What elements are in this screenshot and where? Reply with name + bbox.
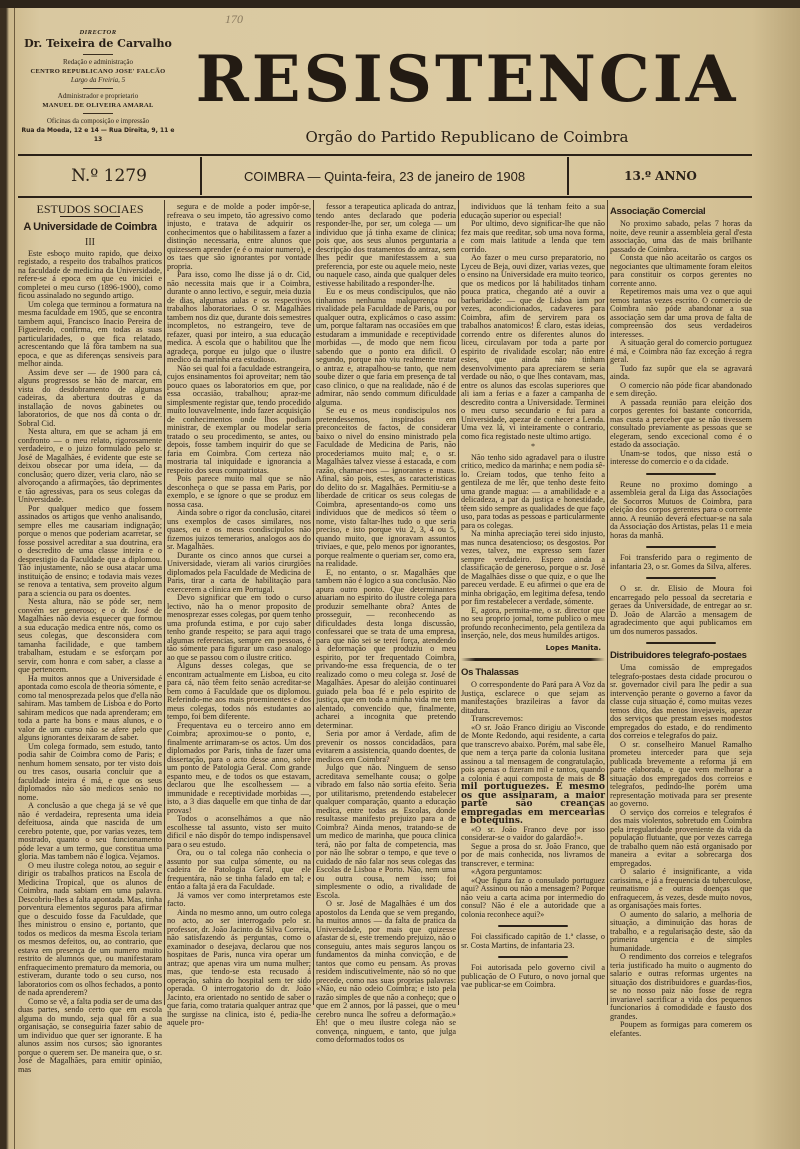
article-paragraph: segura e de molde a poder impôr-se, refreava o seu impeto, tão agressivo como injusto, e tratava de adquirir os conhecimentos que o habilitassem a fazer a distinção necessaria, entre alunos que quizessem aprender (e é o maior numero), e os taes que são ignorantes por vontade propria.	[167, 202, 311, 271]
article-paragraph: O sr. José de Magalhães é um dos apostolos da Lenda que se vem pregando, ha muitos annos — da falta de pratica da Universidade, por mais que quizesse afastar de si, este tremendo prejuizo, não o conseguiu, antes mais seguros lançou os fundamentos da minha convicção, e de tantos que como eu pensam. As provas residem indiscutivelmente, não só no que precede, como nas suas proprias palavras: «Não, eu não odeio Coimbra; e isto pela razão simples de que não a conheço; que o que em 2 annos, por lá passei, que o meu cerebro nunca lhe sofreu a deformação.» Eh! que o meu ilustre colega não se convença, ninguem, e tanto, que julga como deformados todos os	[316, 899, 456, 1044]
column-divider	[313, 200, 314, 1005]
article-paragraph: «O sr. João Franco deve por isso considerar-se o vaidor do galardão!».	[461, 824, 605, 842]
scan-top-edge	[0, 0, 800, 8]
article-paragraph: A situação geral do comercio portuguez é má, e Coimbra não faz exceção á regra geral.	[610, 338, 752, 364]
redacao-label: Redação e administração	[63, 58, 133, 66]
article-paragraph: Transcrevemos:	[471, 714, 523, 723]
divider	[83, 113, 113, 114]
column-5	[610, 203, 752, 1038]
column-2	[167, 203, 311, 1028]
column-4	[461, 203, 605, 990]
article-paragraph: Foi autorisada pelo governo civil a publicação de O Futuro, o novo jornal que vae publicar-se em Coimbra.	[461, 963, 605, 989]
article-paragraph: «Que figura faz o consulado portuguez aqui? Assinou ou não a mensagem? Porque não veiu a carta acima por intermedio do consul? Não é ele a autoridade que a colonia reconhece aqui?»	[461, 875, 605, 919]
separator-rule	[498, 925, 568, 927]
issue-number: N.º 1279	[18, 157, 202, 195]
divider	[83, 54, 113, 55]
article-paragraph: Se eu e os meus condiscipulos nos pretendessemos, inspirados em preconceitos de factos, de considerar baixo o nivel do ensino ministrado pela Faculdade de Medicina de Paris, não procederiamos muito mal; e, o sr. Magalhães talvez viesse á estacada, e com razão, chamar-nos — ignorantes e maus. Afinal, são pois, estes, as caracteristicas do delito do sr. Magalhães. Permitiu-se a liberdade de criticar os seus colegas de Coimbra, apresentando-os como uns individuos que de medicos só têem o nome, visto faltar-lhes tudo o que seria preciso, e isto porque viu 2, 3, 4 ou 5, quando muito, que ignoravam assuntos triviaes, e que, pelo menos por ignorantes, porque realmente o queriam ser, como era, na realidade.	[316, 406, 456, 568]
separator-rule	[498, 956, 568, 958]
article-paragraph: Um colega formado, sem estudo, tanto podia sahir de Coimbra como de Paris; e nenhum homem sensato, por ter visto dois ou tres casos, ousaria concluir que a faculdade inteira é má, e que os seus diplomados não são medicos senão no nome.	[18, 741, 162, 802]
separator-rule	[646, 546, 716, 548]
column-divider	[164, 200, 165, 1005]
article-paragraph: E, agora, permita-me, o sr. director que no seu proprio jornal, torne publico o meu profundo reconhecimento, pela gentileza da inserção, nele, dos meus humildes artigos.	[461, 605, 605, 640]
dateline-bar	[18, 157, 752, 195]
article-paragraph: No proximo sabado, pelas 7 horas da noite, deve reunir a assembleia geral d'esta associação, uma das de mais brilhante passado de Coimbra.	[610, 219, 752, 254]
article-paragraph: A conclusão a que chega já se vê que não é verdadeira, representa uma ideia defeituosa, ainda que nascida de um cerebro potente, que, por varias vezes, tem mostrado, quanto o seu funcionamento póde levar a um termo, que constitua uma gloria. Mas tambem não é logica. Vejamos.	[18, 801, 162, 861]
article-paragraph: E, no entanto, o sr. Magalhães que tambem não é logico a sua conclusão. Não apura outro ponto. Que determinantes atuariam no espirito do ilustre colega para produzir semelhante obra? Antes de prosseguir, — reconhecendo as dificuldades desta longa discussão, confessarei que se trata de uma empresa, para que não sei se terei força, atendendo á deformação que produziu o meu espirito, por ter frequentado Coimbra, privando-me essa frequencia, de o ter realizado como o meu colega sr. José de Magalhães. Apesar do aleijão continuarei guiado pela boa fé e pelo espirito de justiça, que em toda a minha vida me tem alentado, convencido que, finalmente, acharei a incognita que pretendo determinar.	[316, 567, 456, 730]
officinas-label: Oficinas da composição e impressão	[46, 117, 150, 125]
article-paragraph: Pois parece muito mal que se não desconheça o que se passa em Paris, por exemplo, e se ignore o que se produz em nossa casa.	[167, 474, 311, 509]
article-paragraph	[461, 724, 605, 826]
article-heading: Os Thalassas	[461, 667, 519, 678]
article-paragraph: Durante os cinco annos que cursei a Universidade, vieram ali varios cirurgiões diplomados pela Faculdade de Medicina de Paris, tirar a carta de habilitação para exercerem a clinica em Portugal.	[167, 550, 311, 594]
article-paragraph: Foi transferido para o regimento de infantaria 23, o sr. Gomes da Silva, alferes.	[610, 553, 752, 571]
separator-rule	[646, 473, 716, 475]
article-paragraph: Nesta altura, em que se acham já em confronto — o meu relato, rigorosamente verdadeiro, e o juizo formulado pelo sr. José de Magalhães, é evidente que este se deixou obsecar por uma ideia, — da conclusão; quero dizer, veria claro, não se alvoroçando a afirmações, tão deprimentes e tão agressivas, para os seus colegas da Universidade.	[18, 427, 162, 504]
issue-date: COIMBRA — Quinta-feira, 23 de janeiro de 1908	[202, 157, 569, 195]
director-label: DIRECTOR	[79, 29, 117, 36]
article-paragraph: O comercio não póde ficar abandonado e sem direção.	[610, 380, 752, 398]
article-paragraph: O sr. dr. Elisio de Moura foi encarregado pelo pessoal da secretaria e geraes da Universidade, de entregar ao sr. D. João de Alarcão a mensagem de agradecimento que aqui publicamos em um dos numeros passados.	[610, 584, 752, 636]
director-name: Dr. Teixeira de Carvalho	[24, 37, 172, 50]
separator-rule	[646, 642, 716, 644]
column-divider	[607, 200, 608, 1005]
section-break: *	[530, 442, 536, 451]
article-paragraph: individuos que lá tenham feito a sua educação superior ou especial!	[461, 202, 605, 220]
redacao-place: CENTRO REPUBLICANO JOSE' FALCÃO	[30, 68, 166, 75]
article-paragraph: Devo significar que em todo o curso lectivo, não ha o menor proposito de menosprezar esses colegas, por quem tenho uma profunda estima, e por cujo saber tenho grande respeito; se para aqui trago algumas referencias, sempre em pessoas, é tão sómente para figurar um caso analogo ao que se passou com o ilustre critico.	[167, 593, 311, 662]
divider	[83, 88, 113, 89]
article-paragraph: «Agora perguntamos:	[471, 867, 543, 876]
article-paragraph: Ao fazer o meu curso preparatorio, no Lyceu de Beja, ouvi dizer, varias vezes, que o ensino na Universidade era muito teorico, que os medicos por lá habilitados tinham pouca pratica, chegando até a ouvir a barbaridade: — que de Lisboa iam por vezes, acondicionados, cadaveres para Coimbra, afim de servirem para os trabalhos anatomicos! É claro, estas ideias, correndo entre os diferentes alunos do liceu, circulavam por toda a parte por espirito de rivalidade escolar; não entre estes, que ainda não tinham desenvolvimento para apreciarem se seria verdade ou não, o que lhes contavam, mas, entre os alunos das escolas superiores que ali iam a ferias e a fazer a campanha de descredito contra a Universidade. Terminei o meu curso secundario e fui para a Universidade, apezar de conhecer a Lenda. Uma vez lá, vi inteiramente o contrario, como fica registado neste ultimo artigo.	[461, 253, 605, 441]
column-3	[316, 203, 456, 1045]
page-border	[14, 8, 15, 1149]
article-paragraph: Foi classificado capitão de 1.ª classe, o sr. Costa Martins, de infantaria 23.	[461, 932, 605, 950]
admin-name: MANUEL DE OLIVEIRA AMARAL	[42, 102, 154, 109]
article-paragraph: O serviço dos correios e telegrafos é dos mais violentos, sobretudo em Coimbra pela irregularidade proveniente da vida da população flutuante, que por vezes carrega de trabalho quem não está organisado por maneira a evitar a sobrecarga dos empregados.	[610, 807, 752, 868]
admin-label: Administrador e proprietario	[57, 92, 139, 100]
column-1	[18, 203, 162, 1074]
separator-rule	[461, 658, 605, 661]
article-paragraph: Assim deve ser — de 1900 para cá, alguns progressos se hão de marcar, em vista do desdobramento de algumas cadeiras, da abertura doutras e da installação de novos gabinetes ou laboratorios, de que nos dá conta o dr. Sobral Cid.	[18, 367, 162, 428]
newspaper-title: RESISTENCIA	[195, 42, 739, 117]
article-paragraph: Segue a prosa do sr. João Franco, que por de mais conhecida, nos livramos de transcrever, e termina:	[461, 841, 605, 868]
article-paragraph: Um colega que terminou a formatura na mesma faculdade em 1905, que se encontra tambem aqui, Francisco Inacio Pereira de Figueiredo, confirma, em todas as suas particularidades, o que fica relatado, acrescentando que lá fôra tambem na sua epoca, e que as diferenças sensiveis para melhor ainda.	[18, 299, 162, 368]
emphasized-text: 8 mil portuguezes. E mesmo os que assinaram, a maior parte são creanças empregadas em mercearias e botequins.	[461, 773, 605, 826]
article-paragraph: Consta que não aceitarão os cargos os negociantes que ultimamente foram eleitos para constituir os corpos gerentes no corrente anno.	[610, 253, 752, 288]
article-paragraph: Por qualquer medico que fossem assinados os artigos que venho analisando, sempre elles me causariam indignação; porque o menos que poderiam acarretar, se fosse possivel acreditar a sua doutrina, era o descredito de uma classe inteira e o desprestigio da Faculdade que a diplomou. Tão injustamente, não se ousa atacar uma instituição de ensino; e todavia mais vezes se renova a tentativa, sem proveito algum para a sciencia ou para os doentes.	[18, 503, 162, 598]
article-paragraph: Já vamos ver como interpretamos este facto.	[167, 890, 311, 908]
officinas-address: Rua da Moeda, 12 e 14 — Rua Direita, 9, 11 e 13	[21, 127, 175, 143]
article-paragraph: Este esboço muito rapido, que deixo registado, a respeito dos trabalhos praticos na faculdade de medicina da Universidade, refere-se á epoca em que eu iniciei e completei o meu curso (1896-1900), como ficou assinalado no segundo artigo.	[18, 248, 162, 300]
article-paragraph: Por ultimo, devo significar-lhe que não fez mais que reeditar, sob uma nova forma, e com mais latitude a lenda que tem corrido.	[461, 219, 605, 254]
article-paragraph: Ainda sobre o rigor da conclusão, citarei uns exemplos de casos similares, nos quaes, eu e os meus condiscipulos não fizemos juizos temerarios, analogos aos do sr. Magalhães.	[167, 508, 311, 551]
article-paragraph: Uma comissão de empregados telegrafo-postaes desta cidade procurou o sr. governador civil para lhe pedir a sua intervenção perante o governo a favor da classe cuja situação é, como muitas vezes temos dito, das menos invejaveis, apezar dos serviços que prestam esses modestos empregados do estado, e do rendimento dos correios e telegrafos do paiz.	[610, 663, 752, 740]
section-heading: ESTUDOS SOCIAES	[36, 202, 144, 216]
article-paragraph: Tudo faz supôr que ela se agravará ainda.	[610, 363, 752, 381]
article-paragraph: Não sei qual foi a faculdade estrangeira, cujos ensinamentos foi aproveitar; nem tão pouco quaes os laboratorios em que, por essa occasião, trabalhou; apraz-me simplesmente registar que, tendo procedido muito louvavelmente, indo fazer acquisição de conhecimentos onde lhos podiam ministrar, de exemplar ou modelar seria tratado o seu procedimento, se antes, ou depois, fosse tambem inquirir do que se faria em Coimbra. Com certeza não mostraria tal iniquidade e ignorancia a respeito dos seus compatriotas.	[167, 363, 311, 475]
article-paragraph: Para isso, como lhe disse já o dr. Cid, não necessita mais que ir a Coimbra, durante o anno lectivo, e seguir, meia duzia de dias, algumas aulas e os respectivos trabalhos laboratoriaes. O sr. Magalhães tambem nos diz que, durante dois semestres incompletos, no estrangeiro, teve de refazer, quasi por inteiro, a sua educação medica. A escola que o habilitou que lhe agradeça, porque eu julgo que o ilustre medico da marinha era estudioso.	[167, 270, 311, 364]
article-paragraph: Reune no proximo domingo a assembleia geral da Liga das Associações de Socorros Mutuos de Coimbra, para eleição dos corpos gerentes para o corrente anno. A reunião deverá efectuar-se na sala da Associação dos Artistas, pelas 11 e meia horas da manhã.	[610, 479, 752, 540]
article-paragraph: Frequentava eu o terceiro anno em Coimbra; aproximou-se o ponto, e, finalmente arrimaram-se os actos. Um dos diplomados por Paris, tinha de fazer uma dissertação, para o acto desse anno, sobre um ponto de Patologia Geral. Com grande espanto meu, e de todos os que estavam, declarou que lhe escolhessem — a immunidade e receptividade morbidas —, isto, a 3 dias daquelle em que tinha de dar provas!	[167, 720, 311, 815]
article-paragraph: O rendimento dos correios e telegrafos teria justificado ha muito o augmento do salario e outras reformas urgentes na situação dos distribuidores e guardas-fios, se no nosso paiz não fosse de regra invariavel sacrificar a vida dos pequenos funcionarios á comodidade e fausto dos grandes.	[610, 952, 752, 1021]
article-paragraph: Não tenho sido agradavel para o ilustre critico, medico da marinha; e nem podia sê-lo. Creiam todos, que tenho feito a gentileza de me lêr, que tenho deste feito uma grande magua: — a amabilidade e a delicadeza, a par da justiça e honestidade, têem sido sempre as qualidades de que faço uso, para todas as pessoas e particularmente para os colegas.	[461, 452, 605, 530]
article-paragraph: O aumento do salario, a melhoria de situação, a diminuição das horas de trabalho, e a regularisação deste, são da primeira urgencia e de simples humanidade.	[610, 909, 752, 953]
author-signature: Lopes Manita.	[545, 643, 601, 652]
article-paragraph: O salario é insignificante, a vida carissima, e já a frequencia da tuberculose, reumatismo e outras doenças que enfraquecem, ás vezes, desde muito novos, as organisações mais fortes.	[610, 867, 752, 910]
part-number: III	[85, 236, 95, 248]
article-heading: Associação Comercial	[610, 206, 706, 217]
article-paragraph: Seria por amor á Verdade, afim de prevenir os nossos concidadãos, para evitarem a assistencia, quando doentes, de medicos em Coimbra?	[316, 729, 456, 764]
article-paragraph: O sr. conselheiro Manuel Ramalho prometeu interceder para que seja publicada brevemente a reforma já em parte elaborada, e que vem melhorar a situação dos empregados dos correios e telegrafos, pedindo-lhe porém uma representação motivada para ser presente ao governo.	[610, 739, 752, 808]
article-paragraph: Na minha apreciação terei sido injusto, mas nunca desatencioso; os desgostos. Por vezes, talvez, me expresso sem fazer sempre verdadeiro. Espero ainda a classificação de generoso, porque o sr. José de Magalhães disse o que quiz, e o que lhe pareceu verdade. E eu afirmei o que era de minha obrigação, em legitima defesa, tendo por fim restabelecer a verdade, sómente.	[461, 529, 605, 606]
column-divider	[458, 200, 459, 1005]
rule	[18, 196, 752, 198]
article-paragraph: Unam-se todos, que nisso está o interesse do comercio e o da cidade.	[610, 448, 752, 466]
article-paragraph: Ha muitos annos que a Universidade é apontada como escola de theoria sómente, e como tal menosprezada pelos que d'ella não sahiram. Mas tambem de Lisboa e do Porto sahiram medicos que nada aprenderam; em toda a parte ha bons e maus alunos, e o valor de um curso não se afere pelo que alguns ignorantes deixaram de saber.	[18, 673, 162, 742]
article-paragraph: Repetiremos mais uma vez o que aqui temos tantas vezes escrito. O comercio de Coimbra não póde abandonar a sua associação sem dar uma prova de falta de compreensão dos seus verdadeiros interesses.	[610, 287, 752, 339]
paragraph-text: «O sr. João Franco dirigiu ao Visconde de Monte Redondo, aqui residente, a carta que transcrevo abaixo. Porém, mal sabe êle, que nem a terça parte da colonia lusitana assinou a tal mensagem de congratulação, pois apenas o fizeram mil e tantos, quando a colonia é aqui composta de mais de	[461, 722, 605, 783]
handwritten-mark: 170	[225, 12, 243, 26]
article-paragraph: A passada reunião para eleição dos corpos gerentes foi bastante concorrida, mas custa a perceber que se não tivessem consultado previamente as pessoas que se elegeram, sendo excecional como é o estado da associação.	[610, 397, 752, 449]
article-paragraph: O correspondente do Pará para A Voz da Justiça, esclarece o que sejam as manifestações brazileiras a favor da ditadura.	[461, 680, 605, 715]
article-paragraph: Ainda no mesmo anno, um outro colega no acto, ao ser interrogado pelo sr. professor, dr. João Jacinto da Silva Correia, não satisfazendo ás perguntas, como o examinador o desejava, declarou que nos hospitaes de Paris, nunca vira operar um antraz; que apenas vira um numa mulher; mas, que tendo-se esta recusado á operação, sahira do hospital sem ter sido operada. O interrogatorio do dr. João Jacinto, era orientado no sentido de saber o que faria, como trataria qualquer antraz que lhe surgisse na clinica, isto é, pedia-lhe aquele pro-	[167, 907, 311, 1027]
rule	[18, 154, 752, 156]
separator-rule	[646, 577, 716, 579]
issue-year: 13.º ANNO	[624, 169, 697, 183]
article-paragraph: Como se vê, a falta podia ser de uma das duas partes, sendo certo que em escola alguma do mundo, seja qual fôr a sua organisação, se conseguiria fazer sabio de um individuo que quer ser ignorante. E ha alunos assim nos cursos; são ignorantes porque o querem ser. De maneira que, o sr. José de Magalhães, para emitir opinião, mas	[18, 996, 162, 1074]
redacao-address: Largo da Freiria, 5	[70, 76, 126, 84]
article-paragraph: O meu ilustre colega notou, ao seguir e dirigir os trabalhos praticos na Escola de Medicina Tropical, que os alunos de Coimbra, nada sabiam em uma palavra. Descobriu-lhes a falta apontada. Mas, tinha porventura elementos seguros para afirmar que o descuido fosse da Faculdade, que lhes ministrou o ensino e, portanto, que todos os medicos da mesma Escola teriam os mesmos defeitos, ou, ao contrario, que estava em presença de um numero muito restrito de alumnos que, ou manifestaram enfraquecimento prematuro da memoria, ou estiveram, durante todo o seu curso, nos laboratorios com os olhos fechados, a ponto de nada aprenderem?	[18, 860, 162, 997]
masthead-info	[18, 28, 178, 144]
article-paragraph: Nesta altura, não se póde ser, nem convém ser generoso; e o dr. José de Magalhães não devia esquecer que formou a sua educação medica entre nós, como os seus colegas, que desconsidera com tamanha facilidade, e que tambem trabalham, estudam e se esforçam por servir, com honra e com saber, a classe a que pertencem.	[18, 597, 162, 674]
article-paragraph: Alguns desses colegas, que se encontram actualmente em Lisboa, eu cito para cá, não têem feito senão acreditar-se bem como á Faculdade que os diplomou. Referindo-me aos mais proeminentes e dos meus colegas, todos nós estudantes ao tempo, foi bem diferente.	[167, 661, 311, 721]
article-headline: A Universidade de Coimbra	[23, 220, 157, 233]
article-paragraph: Eu e os meus condiscipulos, que não tinhamos nenhuma malquerença ou rivalidade pela Faculdade de Paris, ou por qualquer outra, explicámos o caso assim: um, porque faltaram nas occasiões em que estudaram a immunidade e receptividade morbidas —, de modo que nem ficou sabendo que o ponto era dificil. O segundo, porque não viu realmente tratar o antraz e, atrapalhou-se tanto, que nem soube dizer o que faria em presença de tal caso clinico, o que na realidade, não é de admirar, não sendo commum dificuldade alguma.	[316, 287, 456, 407]
article-paragraph: Julgo que não. Ninguem de senso acreditava semelhante cousa; o golpe vibrado em falso não sortia efeito. Seria por utilitarismo, pretendendo estabelecer qualquer comparação, quanto a educação medica, entre todas as Escolas, donde resultasse manifesto prejuizo para a de Coimbra? Ainda menos, tratando-se de um medico de marinha, que pouca clinica terá, não por falta de competencia, mas por não lhe sobrar o tempo, e que teve o cuidado de não falar nos seus colegas das Escolas de Lisboa e Porto. Não, nem uma ou outra cousa, nem isso; foi simplesmente o odio, a rivalidade de Escola.	[316, 763, 456, 900]
article-heading: Distribuidores telegrafo-postaes	[610, 650, 747, 661]
article-paragraph: Ora, ou o tal colega não conhecia o assunto por sua culpa sómente, ou na cadeira de Patologia Geral, que ele frequentára, não se tinha falado em tal; e então a falta já era da Faculdade.	[167, 848, 311, 891]
article-paragraph: fessor a terapeutica aplicada do antraz, tendo antes declarado que poderia responder-lhe, por ser, um colega — um individuo que já tinha exame de clinica; pois que, aos seus alunos perguntaria a descripção dos tratamentos do antraz, sem lhes pedir que manifestassem a sua preferencia, por este ou aquele meio, neste ou naquele caso, ainda que qualquer deles estivesse habilitado a responder-lhe.	[316, 202, 456, 288]
article-paragraph: Todos o aconselhámos a que não escolhesse tal assunto, visto ser muito dificil e não dispôr do tempo indispensavel para o seu estudo.	[167, 814, 311, 849]
article-paragraph: Poupem as formigas para comerem os elefantes.	[610, 1020, 752, 1038]
newspaper-subtitle: Orgão do Partido Republicano de Coimbra	[305, 128, 629, 146]
